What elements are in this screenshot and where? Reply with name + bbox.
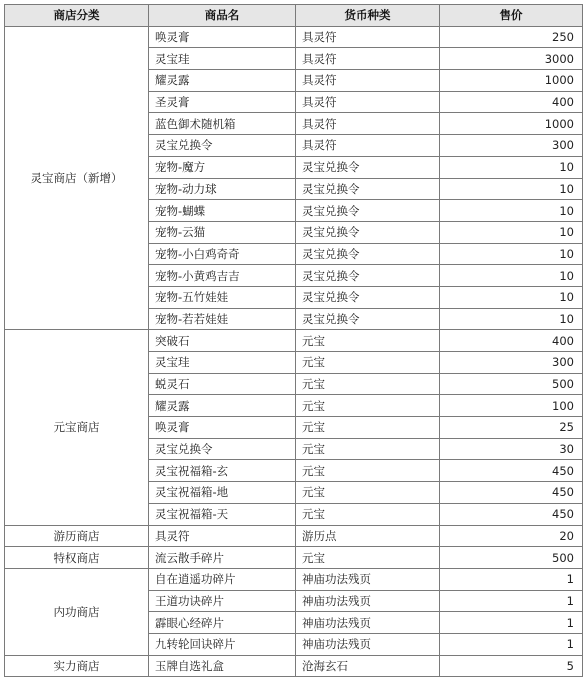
item-name-cell: 灵宝兑换令 <box>149 438 296 460</box>
currency-type-cell: 元宝 <box>296 438 440 460</box>
currency-type-cell: 元宝 <box>296 503 440 525</box>
price-cell: 1 <box>440 590 583 612</box>
shop-price-table-container <box>4 4 583 677</box>
header-price: 售价 <box>440 5 583 27</box>
currency-type-cell: 具灵符 <box>296 48 440 70</box>
price-cell: 450 <box>440 482 583 504</box>
price-cell: 1000 <box>440 70 583 92</box>
item-name-cell: 宠物-若若娃娃 <box>149 308 296 330</box>
table-row <box>5 525 583 547</box>
table-row <box>5 547 583 569</box>
currency-type-cell: 元宝 <box>296 373 440 395</box>
price-cell: 1 <box>440 612 583 634</box>
item-name-cell: 九转轮回诀碎片 <box>149 633 296 655</box>
price-cell: 1000 <box>440 113 583 135</box>
header-item-name: 商品名 <box>149 5 296 27</box>
price-cell: 500 <box>440 547 583 569</box>
item-name-cell: 宠物-魔方 <box>149 156 296 178</box>
price-cell: 10 <box>440 221 583 243</box>
table-body <box>5 26 583 677</box>
price-cell: 5 <box>440 655 583 677</box>
item-name-cell: 耀灵露 <box>149 70 296 92</box>
shop-category-cell: 特权商店 <box>5 547 149 569</box>
item-name-cell: 灵宝祝福箱-玄 <box>149 460 296 482</box>
currency-type-cell: 神庙功法残页 <box>296 568 440 590</box>
currency-type-cell: 灵宝兑换令 <box>296 265 440 287</box>
currency-type-cell: 灵宝兑换令 <box>296 308 440 330</box>
item-name-cell: 宠物-小白鸡奇奇 <box>149 243 296 265</box>
currency-type-cell: 灵宝兑换令 <box>296 178 440 200</box>
item-name-cell: 宠物-五竹娃娃 <box>149 286 296 308</box>
currency-type-cell: 具灵符 <box>296 91 440 113</box>
shop-category-cell: 内功商店 <box>5 568 149 655</box>
currency-type-cell: 神庙功法残页 <box>296 590 440 612</box>
currency-type-cell: 沧海玄石 <box>296 655 440 677</box>
currency-type-cell: 灵宝兑换令 <box>296 200 440 222</box>
item-name-cell: 宠物-小黄鸡吉吉 <box>149 265 296 287</box>
price-cell: 20 <box>440 525 583 547</box>
currency-type-cell: 神庙功法残页 <box>296 633 440 655</box>
price-cell: 3000 <box>440 48 583 70</box>
item-name-cell: 唤灵膏 <box>149 26 296 48</box>
shop-category-cell: 灵宝商店（新增） <box>5 26 149 330</box>
price-cell: 10 <box>440 243 583 265</box>
price-cell: 100 <box>440 395 583 417</box>
header-shop-category: 商店分类 <box>5 5 149 27</box>
shop-category-cell: 游历商店 <box>5 525 149 547</box>
currency-type-cell: 灵宝兑换令 <box>296 156 440 178</box>
currency-type-cell: 灵宝兑换令 <box>296 286 440 308</box>
item-name-cell: 圣灵膏 <box>149 91 296 113</box>
currency-type-cell: 元宝 <box>296 547 440 569</box>
item-name-cell: 灵宝祝福箱-地 <box>149 482 296 504</box>
price-cell: 400 <box>440 330 583 352</box>
currency-type-cell: 具灵符 <box>296 113 440 135</box>
item-name-cell: 灵宝兑换令 <box>149 135 296 157</box>
item-name-cell: 灵宝祝福箱-天 <box>149 503 296 525</box>
item-name-cell: 耀灵露 <box>149 395 296 417</box>
item-name-cell: 具灵符 <box>149 525 296 547</box>
currency-type-cell: 元宝 <box>296 352 440 374</box>
table-row <box>5 330 583 352</box>
item-name-cell: 宠物-蝴蝶 <box>149 200 296 222</box>
price-cell: 10 <box>440 156 583 178</box>
item-name-cell: 唤灵膏 <box>149 417 296 439</box>
price-cell: 400 <box>440 91 583 113</box>
shop-category-cell: 实力商店 <box>5 655 149 677</box>
item-name-cell: 蜕灵石 <box>149 373 296 395</box>
currency-type-cell: 元宝 <box>296 482 440 504</box>
price-cell: 30 <box>440 438 583 460</box>
item-name-cell: 突破石 <box>149 330 296 352</box>
header-currency-type: 货币种类 <box>296 5 440 27</box>
currency-type-cell: 灵宝兑换令 <box>296 243 440 265</box>
table-row <box>5 655 583 677</box>
price-cell: 10 <box>440 265 583 287</box>
table-row <box>5 568 583 590</box>
currency-type-cell: 神庙功法残页 <box>296 612 440 634</box>
price-cell: 300 <box>440 135 583 157</box>
item-name-cell: 王道功诀碎片 <box>149 590 296 612</box>
currency-type-cell: 具灵符 <box>296 70 440 92</box>
currency-type-cell: 灵宝兑换令 <box>296 221 440 243</box>
currency-type-cell: 元宝 <box>296 460 440 482</box>
currency-type-cell: 元宝 <box>296 417 440 439</box>
price-cell: 1 <box>440 568 583 590</box>
item-name-cell: 自在逍遥功碎片 <box>149 568 296 590</box>
price-cell: 450 <box>440 503 583 525</box>
price-cell: 10 <box>440 178 583 200</box>
shop-price-table <box>4 4 583 677</box>
table-row <box>5 26 583 48</box>
item-name-cell: 灵宝珪 <box>149 48 296 70</box>
item-name-cell: 宠物-动力球 <box>149 178 296 200</box>
price-cell: 10 <box>440 286 583 308</box>
item-name-cell: 玉牌自选礼盒 <box>149 655 296 677</box>
table-header-row <box>5 5 583 27</box>
price-cell: 10 <box>440 308 583 330</box>
price-cell: 1 <box>440 633 583 655</box>
item-name-cell: 霹眼心经碎片 <box>149 612 296 634</box>
price-cell: 450 <box>440 460 583 482</box>
price-cell: 250 <box>440 26 583 48</box>
shop-category-cell: 元宝商店 <box>5 330 149 525</box>
currency-type-cell: 游历点 <box>296 525 440 547</box>
currency-type-cell: 元宝 <box>296 395 440 417</box>
currency-type-cell: 具灵符 <box>296 26 440 48</box>
price-cell: 500 <box>440 373 583 395</box>
price-cell: 300 <box>440 352 583 374</box>
currency-type-cell: 具灵符 <box>296 135 440 157</box>
item-name-cell: 蓝色御术随机箱 <box>149 113 296 135</box>
price-cell: 10 <box>440 200 583 222</box>
price-cell: 25 <box>440 417 583 439</box>
item-name-cell: 灵宝珪 <box>149 352 296 374</box>
item-name-cell: 流云散手碎片 <box>149 547 296 569</box>
currency-type-cell: 元宝 <box>296 330 440 352</box>
item-name-cell: 宠物-云猫 <box>149 221 296 243</box>
